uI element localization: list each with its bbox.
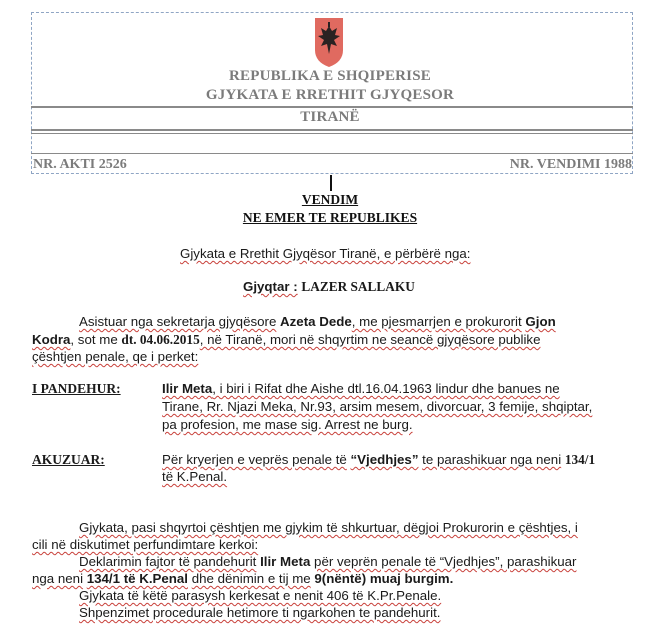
defendant-line-3: pa profesion, me mase sig. Arrest ne burg. (162, 417, 413, 432)
header-city: TIRANË (300, 109, 360, 125)
header-divider (31, 106, 633, 108)
text-cursor (330, 175, 332, 191)
header-divider (31, 129, 633, 131)
proceedings-line-6: Shpenzimet procedurale hetimore ti ngarkohen te pandehurit. (79, 605, 441, 620)
hearing-line-2: Kodra, sot me dt. 04.06.2015, në Tiranë, mori në shqyrtim ne seancë gjyqësore publike (32, 332, 541, 347)
proceedings-line-4: nga neni 134/1 të K.Penal dhe dënimin e tij me 9(nëntë) muaj burgim. (32, 571, 454, 586)
defendant-label: I PANDEHUR: (32, 381, 121, 396)
judge-line (243, 279, 415, 295)
charge-line-2: të K.Penal. (162, 469, 228, 484)
defendant-line-1: Ilir Meta, i biri i Rifat dhe Aishe dtl.16.04.1963 lindur dhe banues ne (162, 381, 560, 396)
header-divider (31, 133, 633, 134)
proceedings-line-3: Deklarimin fajtor të pandehurit Ilir Meta për veprën penale të “Vjedhjes”, parashikuar (79, 554, 577, 569)
intro-text: Gjykata e Rrethit Gjyqësor Tiranë, e përbërë nga: (180, 246, 471, 261)
charge-line-1: Për kryerjen e veprës penale të “Vjedhjes” te parashikuar nga neni 134/1 (162, 452, 596, 467)
header-court: GJYKATA E RRETHIT GJYQESOR (205, 87, 455, 103)
hearing-line-1: Asistuar nga sekretarja gjyqësore Azeta Dede, me pjesmarrjen e prokurorit Gjon (79, 314, 556, 329)
defendant-line-2: Tirane, Rr. Njazi Meka, Nr.93, arsim mesem, divorcuar, 3 femije, shqiptar, (162, 399, 593, 414)
act-number: NR. AKTI 2526 (33, 157, 127, 172)
proceedings-line-2: cili në diskutimet perfundimtare kerkoi: (32, 537, 259, 552)
proceedings-line-5: Gjykata të këtë parasysh kerkesat e nenit 406 të K.Pr.Penale. (79, 588, 442, 603)
decision-number: NR. VENDIMI 1988 (509, 157, 632, 172)
judge-name: LAZER SALLAKU (301, 279, 415, 294)
header-republic: REPUBLIKA E SHQIPERISE (229, 68, 431, 84)
judge-label: Gjyqtar : (243, 279, 298, 294)
hearing-line-3: çështjen penale, qe i perket: (32, 349, 199, 364)
header-divider (31, 153, 633, 154)
charge-label: AKUZUAR: (32, 452, 105, 467)
albanian-eagle-emblem-icon (313, 16, 345, 68)
decision-subtitle: NE EMER TE REPUBLIKES (242, 210, 418, 225)
decision-title: VENDIM (301, 192, 359, 207)
proceedings-line-1: Gjykata, pasi shqyrtoi çështjen me gjykim të shkurtuar, dëgjoi Prokurorin e çështjes, i (79, 520, 578, 535)
